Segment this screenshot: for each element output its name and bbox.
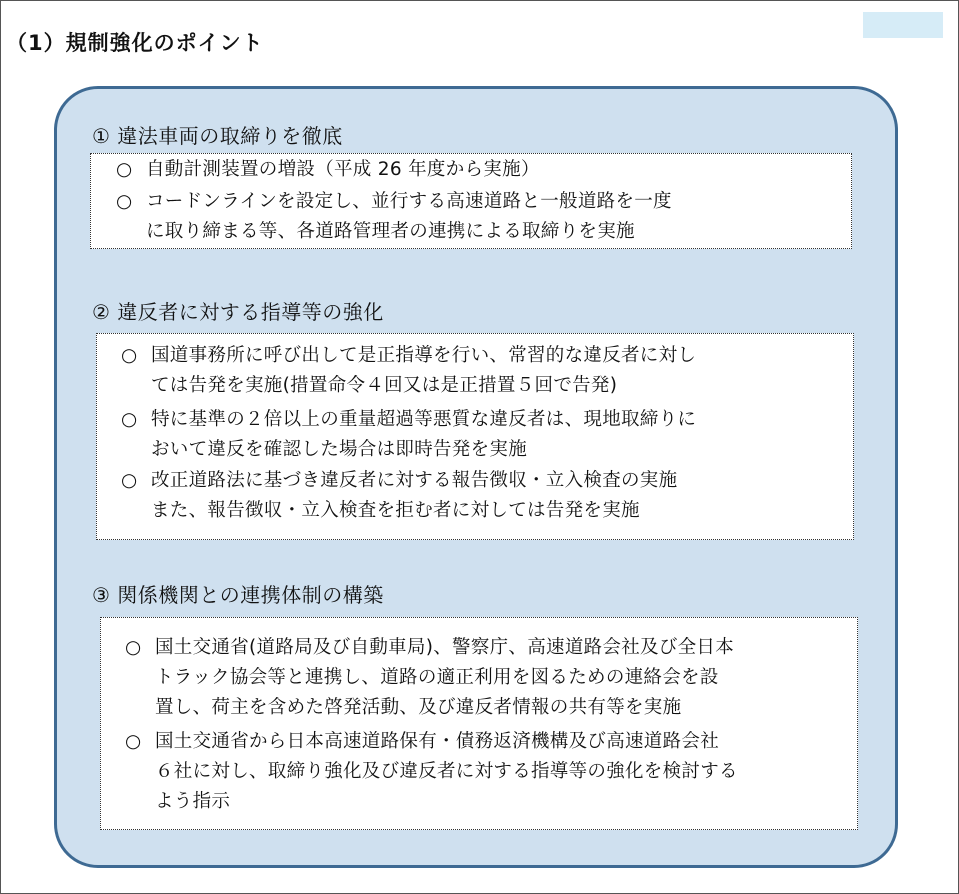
- bullet-marker: ○: [121, 345, 138, 366]
- section-heading-3: ③ 関係機関との連携体制の構築: [92, 583, 384, 607]
- item-line: ては告発を実施(措置命令４回又は是正措置５回で告発): [151, 375, 618, 396]
- bullet-marker: ○: [125, 637, 142, 658]
- section-heading-2: ② 違反者に対する指導等の強化: [92, 300, 384, 324]
- list-item: [125, 727, 738, 817]
- item-line: おいて違反を確認した場合は即時告発を実施: [151, 439, 528, 460]
- list-item: [121, 405, 696, 465]
- bullet-marker: ○: [116, 191, 133, 212]
- item-line: 国土交通省(道路局及び自動車局)、警察庁、高速道路会社及び全日本: [155, 637, 735, 658]
- bullet-marker: ○: [125, 731, 142, 752]
- bullet-marker: ○: [121, 470, 138, 491]
- section-heading-1: ① 違法車両の取締りを徹底: [92, 124, 343, 148]
- list-item: [121, 341, 696, 401]
- item-line: 国道事務所に呼び出して是正指導を行い、常習的な違反者に対し: [151, 345, 697, 366]
- list-item: [125, 633, 734, 723]
- corner-tag: [863, 12, 943, 38]
- item-line: ６社に対し、取締り強化及び違反者に対する指導等の強化を検討する: [155, 761, 738, 782]
- item-line: トラック協会等と連携し、道路の適正利用を図るための連絡会を設: [155, 667, 719, 688]
- item-line: に取り締まる等、各道路管理者の連携による取締りを実施: [146, 221, 635, 242]
- page-title: （1）規制強化のポイント: [6, 31, 264, 55]
- list-item: [121, 466, 677, 526]
- bullet-marker: ○: [116, 159, 133, 180]
- item-line: 特に基準の２倍以上の重量超過等悪質な違反者は、現地取締りに: [151, 409, 697, 430]
- item-line: 国土交通省から日本高速道路保有・債務返済機構及び高速道路会社: [155, 731, 720, 752]
- list-item: [116, 187, 672, 247]
- bullet-marker: ○: [121, 409, 138, 430]
- item-line: コードンラインを設定し、並行する高速道路と一般道路を一度: [146, 191, 672, 212]
- item-line: また、報告徴収・立入検査を拒む者に対しては告発を実施: [151, 500, 640, 521]
- item-line: 置し、荷主を含めた啓発活動、及び違反者情報の共有等を実施: [155, 697, 682, 718]
- item-line: よう指示: [155, 791, 231, 812]
- item-line: 改正道路法に基づき違反者に対する報告徴収・立入検査の実施: [151, 470, 678, 491]
- item-line: 自動計測装置の増設（平成 26 年度から実施）: [146, 159, 540, 180]
- list-item: [116, 155, 540, 185]
